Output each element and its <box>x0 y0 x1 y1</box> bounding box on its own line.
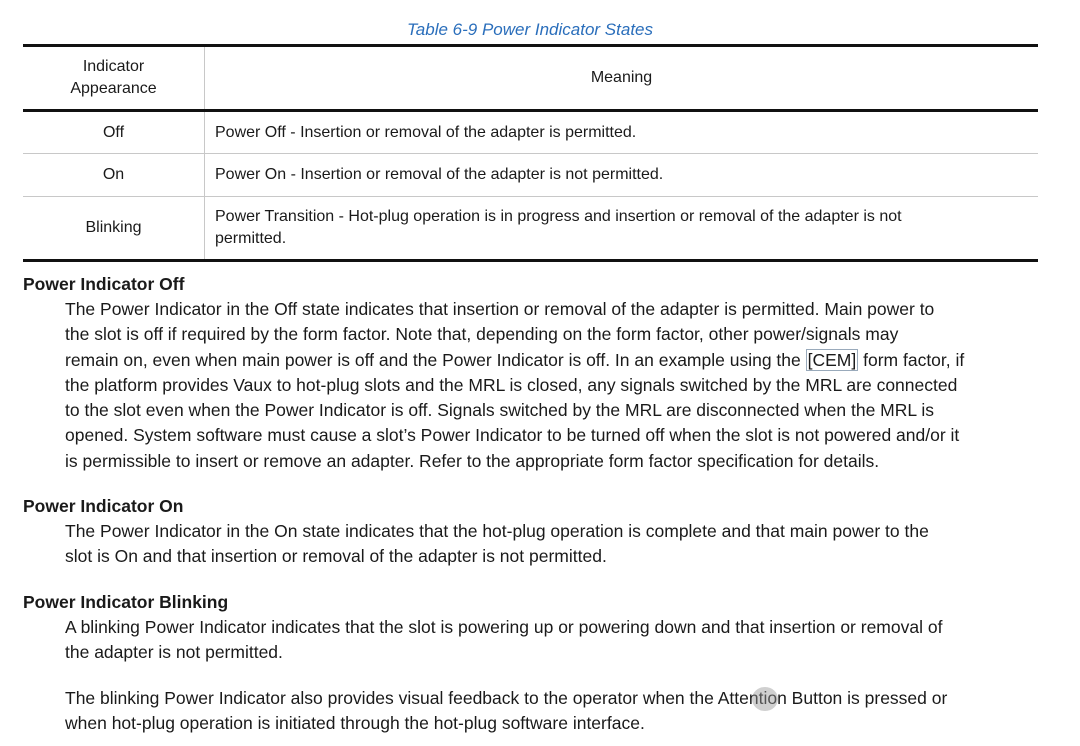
meaning-line: permitted. <box>215 230 287 247</box>
appearance-cell: Off <box>23 111 205 154</box>
paragraph-text: form factor, if <box>858 349 965 370</box>
section-heading-blinking: Power Indicator Blinking <box>23 592 229 612</box>
meaning-cell <box>205 197 1039 261</box>
section-body-blinking <box>65 615 942 666</box>
section-body-blinking-2 <box>65 686 947 737</box>
paragraph-text: remain on, even when main power is off and the Power Indicator is off. In an example using the <box>65 349 806 370</box>
meaning-cell: Power On - Insertion or removal of the adapter is not permitted. <box>215 166 664 183</box>
paragraph-line: slot is On and that insertion or removal of the adapter is not permitted. <box>65 546 607 567</box>
table-header-row <box>23 46 1038 111</box>
paragraph-line: A blinking Power Indicator indicates that the slot is powering up or powering down and that insertion or removal of <box>65 617 943 637</box>
section-body-off <box>65 297 964 474</box>
paragraph-line: the adapter is not permitted. <box>65 642 283 663</box>
paragraph-line: to the slot even when the Power Indicator is off. Signals switched by the MRL are disconnected when the MRL is <box>65 400 934 421</box>
paragraph-line: The Power Indicator in the Off state indicates that insertion or removal of the adapter is permitted. Main power to <box>65 299 935 319</box>
paragraph-line: The Power Indicator in the On state indicates that the hot-plug operation is complete and that main power to the <box>65 521 929 541</box>
header-line: Indicator <box>82 58 145 75</box>
paragraph-line: opened. System software must cause a slot’s Power Indicator to be turned off when the slot is not powered and/or it <box>65 425 960 446</box>
paragraph-line: the platform provides Vaux to hot-plug slots and the MRL is closed, any signals switched by the MRL are connected <box>65 374 958 395</box>
table-row <box>23 197 1038 261</box>
section-heading-off: Power Indicator Off <box>23 274 185 294</box>
cem-link[interactable]: [CEM] <box>807 349 857 370</box>
paragraph-line: when hot-plug operation is initiated through the hot-plug software interface. <box>65 713 645 734</box>
table-row <box>23 154 1038 197</box>
meaning-line: Power Transition - Hot-plug operation is in progress and insertion or removal of the adapter is not <box>215 208 902 225</box>
power-indicator-states-table <box>23 44 1038 262</box>
appearance-cell: On <box>23 154 205 197</box>
section-body-on <box>65 519 929 570</box>
wechat-watermark-icon <box>752 687 778 711</box>
header-indicator-appearance <box>23 46 205 111</box>
paragraph-line: is permissible to insert or remove an adapter. Refer to the appropriate form factor specification for details. <box>65 450 880 471</box>
appearance-cell: Blinking <box>23 197 205 261</box>
line-with-link <box>65 348 964 373</box>
paragraph-line: The blinking Power Indicator also provides visual feedback to the operator when the Attention Button is pressed or <box>65 688 948 708</box>
meaning-cell: Power Off - Insertion or removal of the adapter is permitted. <box>215 123 637 141</box>
table-caption: Table 6-9 Power Indicator States <box>406 20 653 39</box>
header-meaning: Meaning <box>590 69 653 86</box>
table-row <box>23 111 1038 154</box>
section-heading-on: Power Indicator On <box>23 496 184 516</box>
paragraph-line: the slot is off if required by the form factor. Note that, depending on the form factor, other power/signals may <box>65 324 899 345</box>
header-line: Appearance <box>70 80 157 97</box>
